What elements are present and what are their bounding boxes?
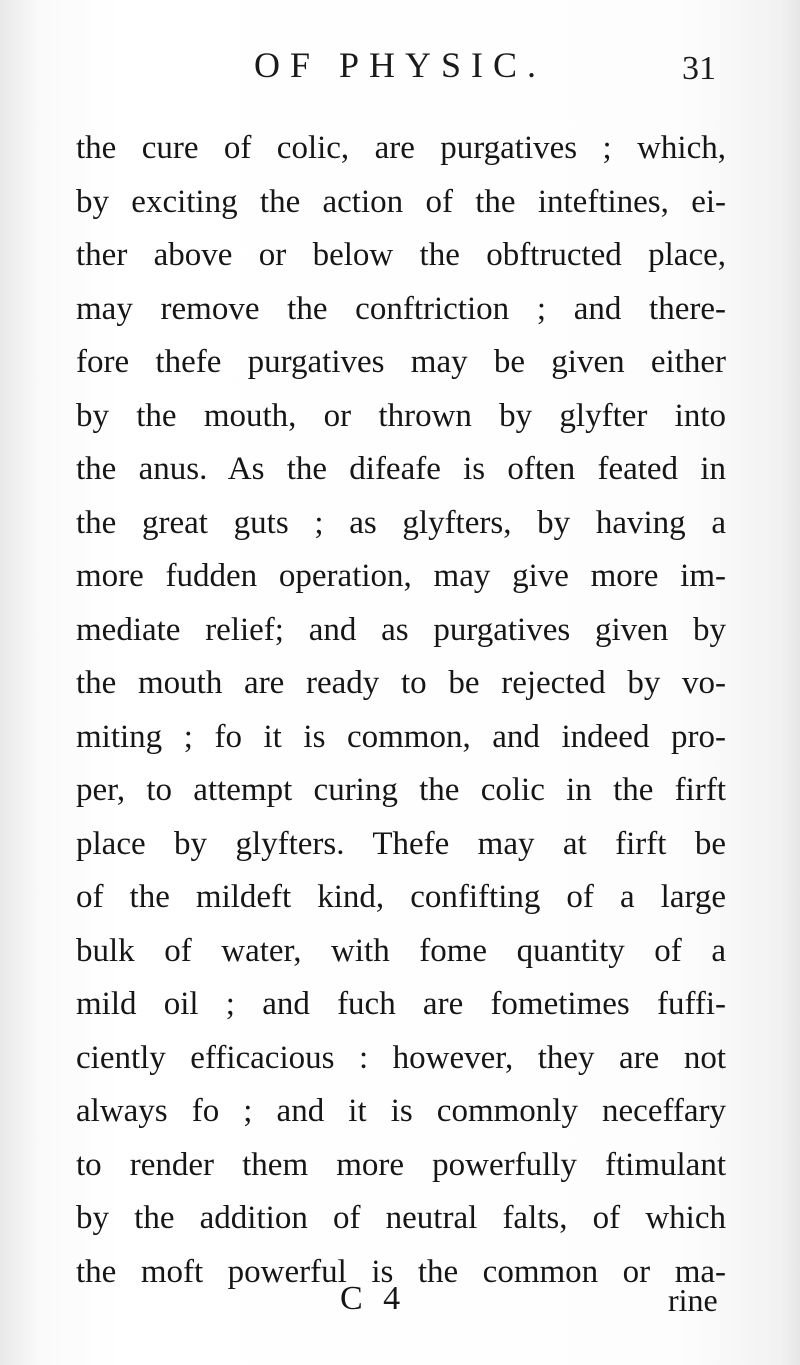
text-line: ciently efficacious : however, they are not: [76, 1039, 726, 1076]
catchword: rine: [668, 1282, 718, 1318]
page-number: 31: [682, 50, 716, 87]
text-line: the great guts ; as glyfters, by having a: [76, 504, 726, 541]
text-line: by the addition of neutral falts, of which: [76, 1200, 726, 1236]
text-line: mild oil ; and fuch are fometimes fuffi-: [76, 986, 726, 1022]
text-line: to render them more powerfully ftimulant: [76, 1146, 726, 1183]
text-line: place by glyfters. Thefe may at firft be: [76, 825, 726, 862]
text-line: bulk of water, with fome quantity of a: [76, 932, 726, 969]
text-line: miting ; fo it is common, and indeed pro-: [76, 718, 726, 755]
text-line: the mouth are ready to be rejected by vo-: [76, 665, 726, 701]
text-line: by the mouth, or thrown by glyfter into: [76, 397, 726, 434]
text-line: per, to attempt curing the colic in the firft: [76, 772, 726, 808]
text-line: the moft powerful is the common or ma-: [76, 1253, 726, 1290]
text-line: fore thefe purgatives may be given either: [76, 344, 726, 380]
text-line: mediate relief; and as purgatives given by: [76, 611, 726, 648]
body-text: [76, 122, 726, 1299]
running-head: OF PHYSIC.: [253, 45, 547, 85]
text-line: the anus. As the difeafe is often feated in: [76, 451, 726, 487]
text-line: always fo ; and it is commonly neceffary: [76, 1093, 726, 1129]
text-line: more fudden operation, may give more im-: [76, 558, 726, 594]
text-line: ther above or below the obftructed place,: [76, 237, 726, 273]
signature-mark: C 4: [340, 1280, 407, 1317]
text-line: by exciting the action of the inteftines, ei-: [76, 183, 726, 220]
text-line: of the mildeft kind, confifting of a large: [76, 879, 726, 915]
text-line: the cure of colic, are purgatives ; which,: [76, 130, 726, 166]
text-line: may remove the conftriction ; and there-: [76, 290, 726, 327]
